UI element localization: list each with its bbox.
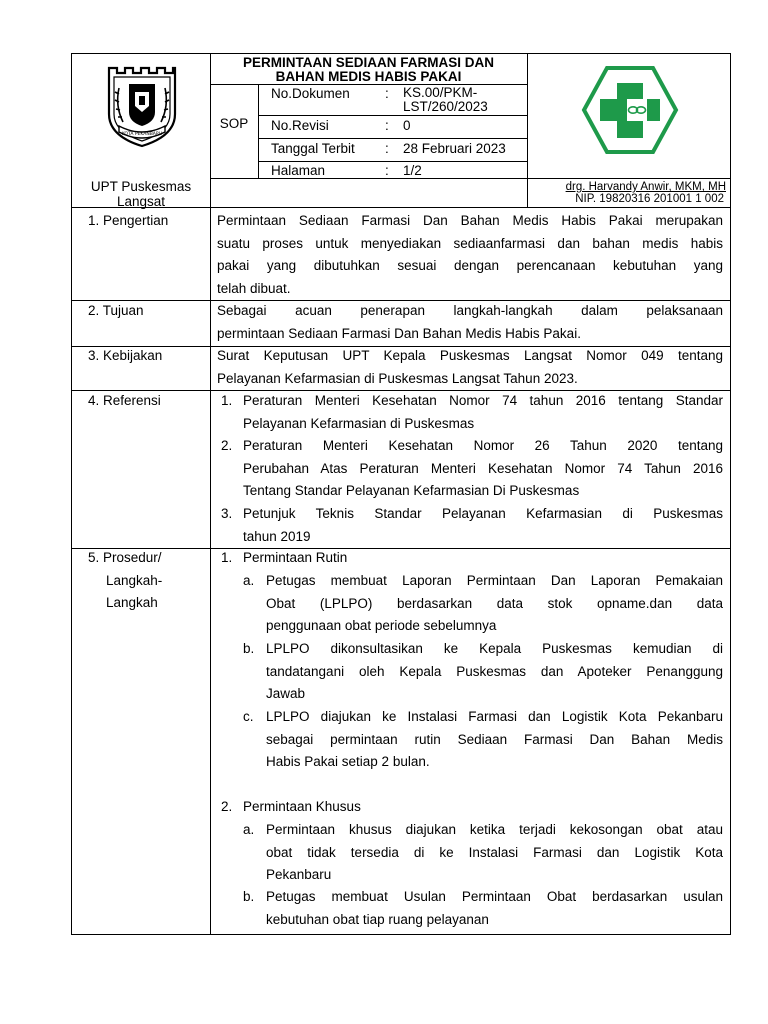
list-item <box>266 706 723 774</box>
text-line: kebutuhan obat tiap ruang pelayanan <box>266 911 489 927</box>
grid-line <box>210 84 527 85</box>
text-line: Petunjuk Teknis Standar Pelayanan Kefarmasian di Puskesmas <box>243 506 723 521</box>
text-line: tandatangani oleh Kepala Puskesmas dan Apoteker Penanggung <box>266 663 723 679</box>
text-line: Jawab <box>266 686 306 701</box>
field-label-no-dokumen: No.Dokumen <box>271 86 350 101</box>
field-separator: : <box>385 141 389 156</box>
field-value-no-revisi: 0 <box>403 118 411 133</box>
list-letter: b. <box>243 641 255 656</box>
text-line: Tentang Standar Pelayanan Kefarmasian Di Puskesmas <box>243 483 580 498</box>
grid-line <box>527 54 528 207</box>
organization-name <box>72 179 210 209</box>
text-line: obat tidak tersedia di ke Instalasi Farmasi dan Logistik Kota <box>266 844 723 860</box>
list-number: 1. <box>221 393 233 408</box>
text-line: Obat (LPLPO) berdasarkan data stok opname.dan data <box>266 595 723 611</box>
list-item <box>266 819 723 887</box>
text-line: Petugas membuat Usulan Permintaan Obat berdasarkan usulan <box>266 889 723 904</box>
text-line: sebagai permintaan rutin Sediaan Farmasi Dan Bahan Medis <box>266 731 723 747</box>
text-line: LPLPO dikonsultasikan ke Kepala Puskesmas kemudian di <box>266 641 723 656</box>
sop-label: SOP <box>219 116 249 131</box>
field-value-no-dokumen <box>403 86 488 114</box>
list-item <box>266 638 723 706</box>
text-line: Habis Pakai setiap 2 bulan. <box>266 754 430 769</box>
text-line: pakai yang dibutuhkan sesuai dengan perencanaan kebutuhan yang <box>217 258 723 273</box>
list-item <box>243 390 723 435</box>
text-line: Perubahan Atas Peraturan Menteri Kesehatan Nomor 74 Tahun 2016 <box>243 460 723 476</box>
list-letter: b. <box>243 889 255 904</box>
section-label-prosedur <box>88 547 162 615</box>
label-line: Langkah- <box>106 572 163 588</box>
text-line: suatu proses untuk menyediakan sediaanfarmasi dan bahan medis habis <box>217 235 723 251</box>
list-letter: c. <box>243 709 254 724</box>
field-value-halaman: 1/2 <box>403 163 422 178</box>
text-line: Peraturan Menteri Kesehatan Nomor 74 tahun 2016 tentang Standar <box>243 393 723 408</box>
grid-line <box>258 115 527 116</box>
list-item <box>243 503 723 548</box>
group-title: Permintaan Rutin <box>243 550 348 565</box>
sop-document <box>71 53 731 935</box>
list-item <box>266 570 723 638</box>
text-line: LPLPO diajukan ke Instalasi Farmasi dan Logistik Kota Pekanbaru <box>266 709 723 724</box>
text-line: Pelayanan Kefarmasian di Puskesmas <box>243 415 475 431</box>
grid-line <box>72 548 730 549</box>
field-label-no-revisi: No.Revisi <box>271 118 329 133</box>
text-line: Permintaan khusus diajukan ketika terjadi kekosongan obat atau <box>266 822 723 837</box>
label-line: Langkah <box>106 595 158 610</box>
text-line: Petugas membuat Laporan Permintaan Dan Laporan Pemakaian <box>266 573 723 588</box>
list-letter: a. <box>243 573 255 588</box>
list-item <box>266 886 723 931</box>
section-label-referensi: 4. Referensi <box>88 393 161 408</box>
document-title <box>210 56 527 84</box>
puskesmas-cross-logo-icon <box>581 65 679 155</box>
organization-line: Langsat <box>116 194 166 209</box>
section-label-kebijakan: 3. Kebijakan <box>88 348 163 363</box>
field-separator: : <box>385 86 389 101</box>
label-line: 5. Prosedur/ <box>88 550 162 565</box>
field-label-tanggal-terbit: Tanggal Terbit <box>271 141 355 156</box>
grid-line <box>258 161 527 162</box>
text-line: Peraturan Menteri Kesehatan Nomor 26 Tahun 2020 tentang <box>243 438 723 453</box>
text-line: Sebagai acuan penerapan langkah-langkah dalam pelaksanaan <box>217 303 723 318</box>
field-separator: : <box>385 163 389 178</box>
section-label-pengertian: 1. Pengertian <box>88 213 169 228</box>
svg-text:KOTA PEKANBARU: KOTA PEKANBARU <box>121 132 163 137</box>
section-body-tujuan <box>217 300 723 345</box>
field-label-halaman: Halaman <box>271 163 326 178</box>
list-number: 2. <box>221 799 233 814</box>
field-value-tanggal-terbit: 28 Februari 2023 <box>403 141 506 156</box>
list-number: 2. <box>221 438 233 453</box>
field-separator: : <box>385 118 389 133</box>
field-value-line: LST/260/2023 <box>403 99 488 114</box>
group-title: Permintaan Khusus <box>243 799 361 814</box>
field-value-line: KS.00/PKM- <box>403 85 478 100</box>
text-line: penggunaan obat periode sebelumnya <box>266 618 497 633</box>
regional-crest-icon <box>105 64 179 150</box>
section-body-pengertian <box>217 210 723 300</box>
list-item <box>243 435 723 503</box>
text-line: tahun 2019 <box>243 528 311 544</box>
list-letter: a. <box>243 822 255 837</box>
text-line: Pelayanan Kefarmasian di Puskesmas Langsat Tahun 2023. <box>217 370 578 386</box>
section-body-kebijakan <box>217 345 723 390</box>
title-line: PERMINTAAN SEDIAAN FARMASI DAN <box>242 55 494 70</box>
text-line: Surat Keputusan UPT Kepala Puskesmas Langsat Nomor 049 tentang <box>217 348 723 363</box>
section-label-tujuan: 2. Tujuan <box>88 303 144 318</box>
text-line: Pekanbaru <box>266 867 332 882</box>
list-number: 1. <box>221 550 233 565</box>
signer-nip: NIP. 19820316 201001 1 002 <box>575 193 724 205</box>
signer-name: drg. Harvandy Anwir, MKM, MH <box>565 181 726 193</box>
list-number: 3. <box>221 506 233 521</box>
title-line: BAHAN MEDIS HABIS PAKAI <box>275 69 462 84</box>
text-line: permintaan Sediaan Farmasi Dan Bahan Medis Habis Pakai. <box>217 325 581 341</box>
text-line: Permintaan Sediaan Farmasi Dan Bahan Medis Habis Pakai merupakan <box>217 213 723 228</box>
grid-line <box>210 54 211 934</box>
grid-line <box>258 138 527 139</box>
grid-line <box>258 84 259 178</box>
text-line: telah dibuat. <box>217 280 291 296</box>
organization-line: UPT Puskesmas <box>90 179 192 194</box>
